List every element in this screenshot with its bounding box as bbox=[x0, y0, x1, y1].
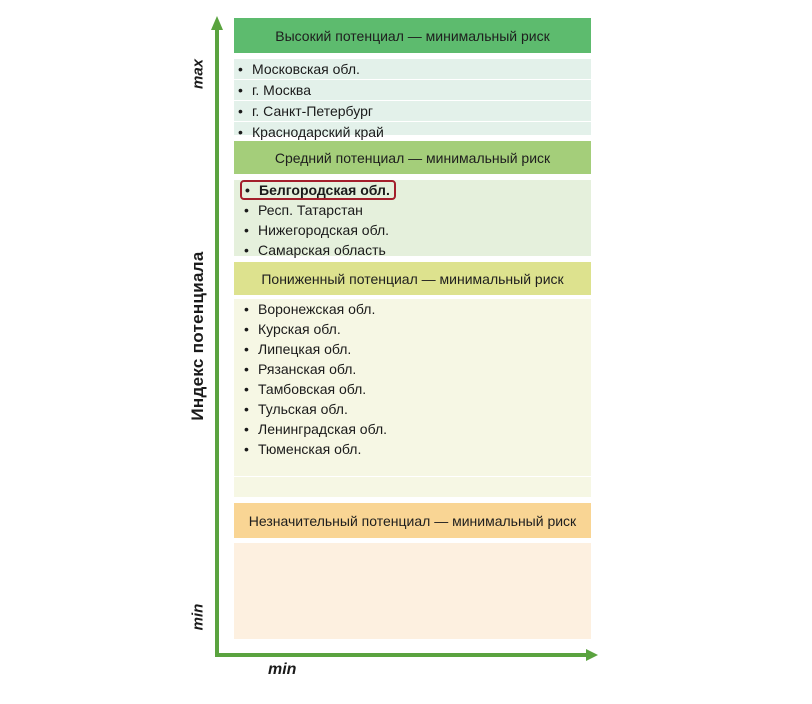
highlight-box: • Белгородская обл. bbox=[240, 180, 396, 200]
y-axis-arrowhead bbox=[211, 16, 223, 30]
list-item: • Краснодарский край bbox=[238, 124, 384, 140]
list-item: • Курская обл. bbox=[244, 321, 341, 337]
band-medium-body bbox=[234, 180, 591, 256]
list-item: • Липецкая обл. bbox=[244, 341, 352, 357]
band-reduced-header-text: Пониженный потенциал — минимальный риск bbox=[261, 270, 564, 287]
list-item: • Рязанская обл. bbox=[244, 361, 357, 377]
list-item: • Нижегородская обл. bbox=[244, 222, 390, 238]
band-insignificant-header-text: Незначительный потенциал — минимальный риск bbox=[248, 512, 577, 529]
band-high-body bbox=[234, 59, 591, 140]
list-item: • Тульская обл. bbox=[244, 401, 348, 417]
list-item: • Ленинградская обл. bbox=[244, 421, 388, 437]
list-item: • Респ. Татарстан bbox=[244, 202, 363, 218]
band-insignificant-header bbox=[234, 503, 591, 538]
list-item: • г. Москва bbox=[234, 80, 591, 101]
list-item: • Московская обл. bbox=[234, 59, 591, 80]
band-medium-header bbox=[234, 141, 591, 174]
list-item-highlighted bbox=[234, 180, 591, 200]
x-axis-arrowhead bbox=[586, 649, 598, 661]
band-high-header-text: Высокий потенциал — минимальный риск bbox=[275, 27, 550, 44]
band-reduced-header bbox=[234, 262, 591, 295]
band-reduced-body bbox=[234, 299, 591, 497]
list-item: • г. Санкт-Петербург bbox=[234, 101, 591, 122]
band-medium-list bbox=[234, 180, 591, 260]
list-item: • Воронежская обл. bbox=[244, 301, 376, 317]
band-reduced-list bbox=[234, 299, 591, 459]
list-item: • Самарская область bbox=[244, 242, 386, 258]
x-axis-min-label: min bbox=[268, 661, 297, 678]
band-divider bbox=[234, 476, 591, 477]
band-high-header bbox=[234, 18, 591, 53]
band-high-list bbox=[234, 59, 591, 142]
band-insignificant-body bbox=[234, 543, 591, 639]
list-item: • Тюменская обл. bbox=[244, 441, 362, 457]
list-item: • Тамбовская обл. bbox=[244, 381, 367, 397]
band-medium-header-text: Средний потенциал — минимальный риск bbox=[274, 149, 551, 166]
